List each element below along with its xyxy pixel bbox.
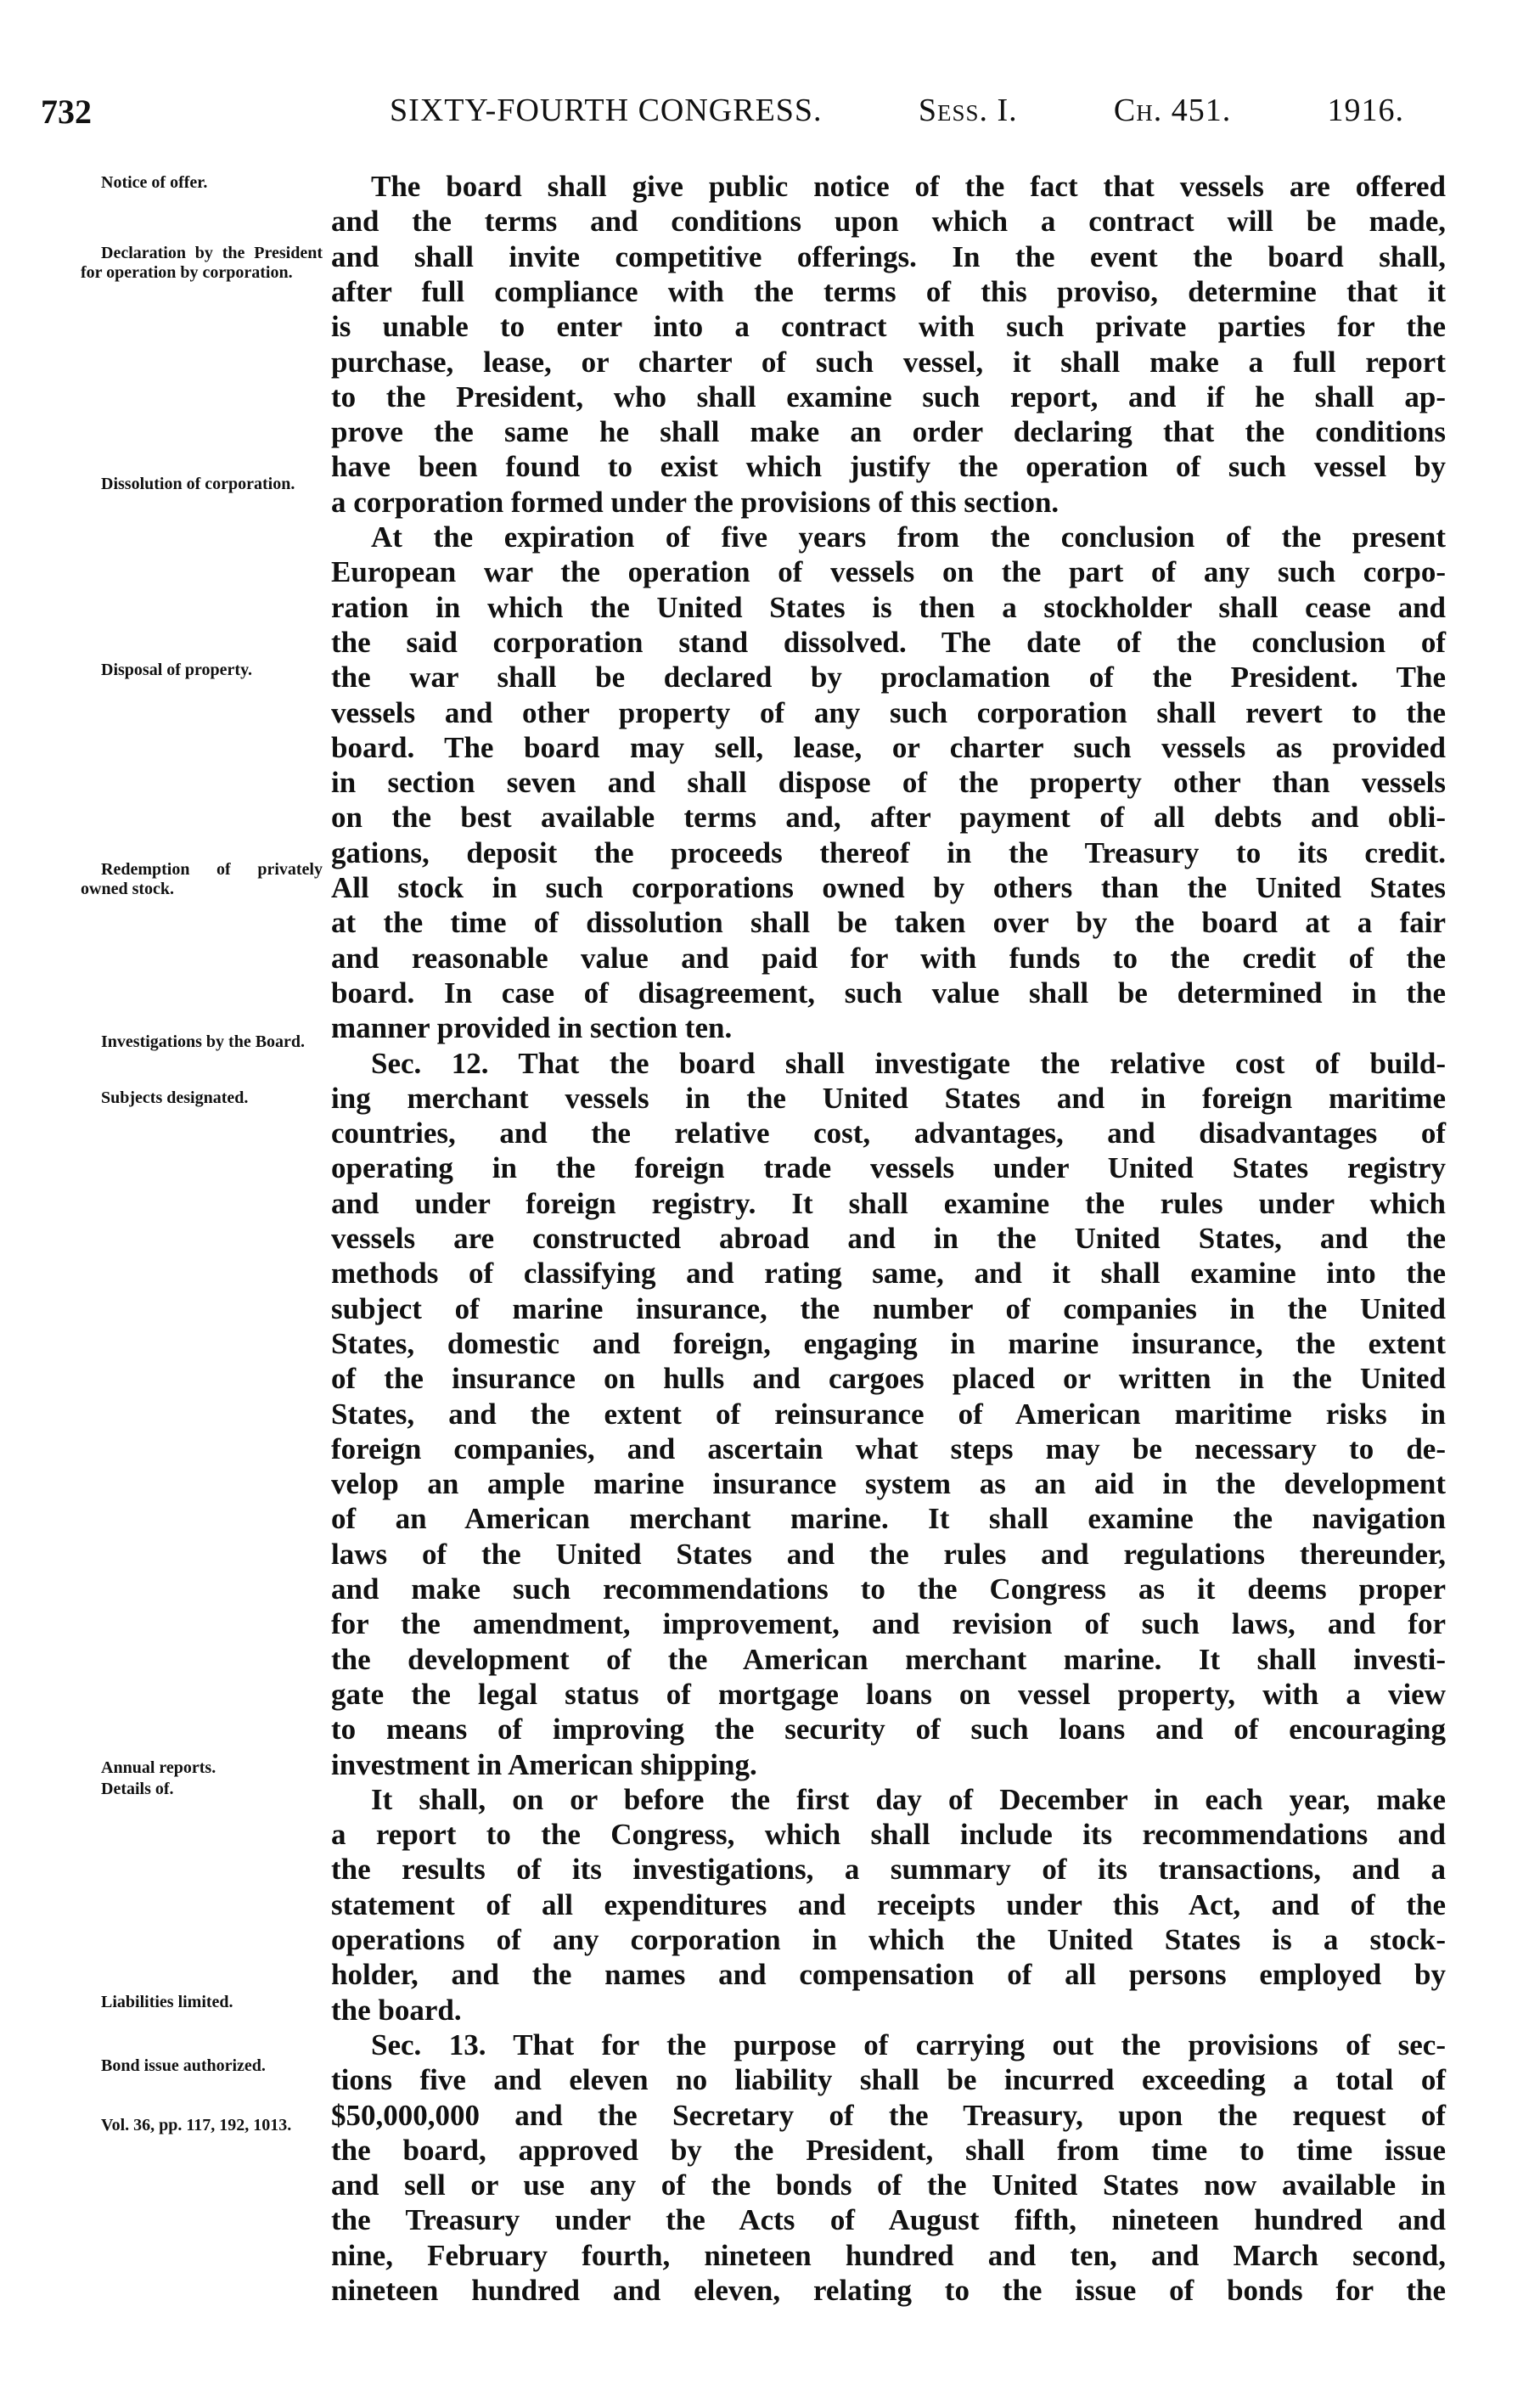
text-line: the development of the American merchant marine. It shall investi-: [331, 1642, 1446, 1676]
text-line: for the amendment, improvement, and revision of such laws, and for: [331, 1607, 1446, 1641]
margin-note: Redemption of privately owned stock.: [81, 860, 323, 899]
text-line: investment in American shipping.: [331, 1747, 757, 1781]
text-line: board. The board may sell, lease, or charter such vessels as provided: [331, 730, 1446, 764]
margin-note: Disposal of property.: [101, 661, 252, 680]
page-number: 732: [41, 93, 92, 131]
text-line: Sec. 12. That the board shall investigate the relative cost of build-: [371, 1046, 1446, 1080]
text-line: countries, and the relative cost, advantages, and disadvantages of: [331, 1116, 1446, 1150]
text-line: At the expiration of five years from the conclusion of the present: [371, 520, 1446, 554]
text-line: laws of the United States and the rules and regulations thereunder,: [331, 1537, 1446, 1571]
text-line: operating in the foreign trade vessels under United States registry: [331, 1151, 1446, 1185]
text-line: and reasonable value and paid for with funds to the credit of the: [331, 941, 1446, 975]
margin-note: Annual reports.: [101, 1758, 216, 1777]
text-line: $50,000,000 and the Secretary of the Treasury, upon the request of: [331, 2098, 1446, 2132]
margin-note: Notice of offer.: [101, 173, 208, 192]
margin-note: Details of.: [101, 1779, 174, 1798]
text-line: to the President, who shall examine such report, and if he shall ap-: [331, 380, 1446, 413]
text-line: the results of its investigations, a summary of its transactions, and a: [331, 1853, 1446, 1887]
text-line: and make such recommendations to the Congress as it deems proper: [331, 1572, 1446, 1606]
text-line: nineteen hundred and eleven, relating to the issue of bonds for the: [331, 2274, 1446, 2307]
text-line: prove the same he shall make an order declaring that the conditions: [331, 415, 1446, 449]
text-line: the war shall be declared by proclamation of the President. The: [331, 661, 1446, 695]
text-line: of the insurance on hulls and cargoes placed or written in the United: [331, 1362, 1446, 1396]
text-line: a corporation formed under the provisions of this section.: [331, 485, 1059, 519]
text-line: subject of marine insurance, the number of companies in the United: [331, 1291, 1446, 1325]
text-line: purchase, lease, or charter of such vessel, it shall make a full report: [331, 345, 1446, 379]
text-line: All stock in such corporations owned by others than the United States: [331, 871, 1446, 904]
text-line: in section seven and shall dispose of the property other than vessels: [331, 766, 1446, 800]
text-line: States, and the extent of reinsurance of American maritime risks in: [331, 1397, 1446, 1431]
margin-note: Subjects designated.: [101, 1088, 249, 1107]
text-line: the said corporation stand dissolved. The date of the conclusion of: [331, 625, 1446, 659]
text-line: to means of improving the security of such loans and of encouraging: [331, 1713, 1446, 1746]
text-line: on the best available terms and, after payment of all debts and obli-: [331, 801, 1446, 835]
text-line: after full compliance with the terms of this proviso, determine that it: [331, 274, 1446, 308]
text-line: board. In case of disagreement, such value shall be determined in the: [331, 976, 1446, 1010]
text-line: It shall, on or before the first day of December in each year, make: [371, 1782, 1446, 1816]
text-line: the Treasury under the Acts of August fifth, nineteen hundred and: [331, 2203, 1446, 2237]
text-line: manner provided in section ten.: [331, 1011, 733, 1045]
margin-note: Bond issue authorized.: [101, 2056, 266, 2075]
text-line: gations, deposit the proceeds thereof in the Treasury to its credit.: [331, 835, 1446, 869]
text-line: velop an ample marine insurance system as an aid in the development: [331, 1467, 1446, 1501]
text-line: foreign companies, and ascertain what steps may be necessary to de-: [331, 1431, 1446, 1465]
text-line: methods of classifying and rating same, and it shall examine into the: [331, 1257, 1446, 1291]
text-line: operations of any corporation in which the United States is a stock-: [331, 1923, 1446, 1956]
text-line: at the time of dissolution shall be taken over by the board at a fair: [331, 906, 1446, 940]
text-line: a report to the Congress, which shall include its recommendations and: [331, 1818, 1446, 1852]
text-line: tions five and eleven no liability shall be incurred exceeding a total of: [331, 2063, 1446, 2097]
margin-note: Declaration by the President for operation by corporation.: [81, 243, 323, 282]
text-line: ing merchant vessels in the United States and in foreign maritime: [331, 1081, 1446, 1115]
margin-note: Vol. 36, pp. 117, 192, 1013.: [101, 2116, 292, 2135]
text-line: the board, approved by the President, shall from time to time issue: [331, 2133, 1446, 2167]
text-line: have been found to exist which justify the operation of such vessel by: [331, 450, 1446, 484]
text-line: nine, February fourth, nineteen hundred and ten, and March second,: [331, 2238, 1446, 2272]
text-line: is unable to enter into a contract with such private parties for the: [331, 310, 1446, 344]
text-line: and shall invite competitive offerings. In the event the board shall,: [331, 239, 1446, 273]
text-line: gate the legal status of mortgage loans on vessel property, with a view: [331, 1677, 1446, 1711]
text-line: The board shall give public notice of the fact that vessels are offered: [371, 170, 1446, 203]
text-line: vessels are constructed abroad and in the United States, and the: [331, 1222, 1446, 1255]
text-line: of an American merchant marine. It shall examine the navigation: [331, 1502, 1446, 1536]
text-line: Sec. 13. That for the purpose of carrying out the provisions of sec-: [371, 2028, 1446, 2061]
running-head-session: Sess. I.: [918, 93, 1018, 128]
text-line: ration in which the United States is then a stockholder shall cease and: [331, 590, 1446, 624]
margin-note: Liabilities limited.: [101, 1993, 233, 2012]
running-head-year: 1916.: [1327, 93, 1404, 128]
margin-note: Investigations by the Board.: [101, 1032, 306, 1051]
text-line: and under foreign registry. It shall examine the rules under which: [331, 1186, 1446, 1220]
text-line: statement of all expenditures and receipts under this Act, and of the: [331, 1887, 1446, 1921]
text-line: and sell or use any of the bonds of the United States now available in: [331, 2168, 1446, 2202]
text-line: holder, and the names and compensation of all persons employed by: [331, 1958, 1446, 1992]
running-head: [390, 92, 1404, 129]
text-line: and the terms and conditions upon which a contract will be made,: [331, 205, 1446, 239]
text-line: vessels and other property of any such corporation shall revert to the: [331, 695, 1446, 729]
text-line: the board.: [331, 1993, 462, 2027]
text-line: European war the operation of vessels on the part of any such corpo-: [331, 555, 1446, 589]
running-head-title: SIXTY-FOURTH CONGRESS.: [390, 93, 823, 128]
running-head-chapter: Ch. 451.: [1113, 93, 1232, 128]
text-line: States, domestic and foreign, engaging in marine insurance, the extent: [331, 1326, 1446, 1360]
margin-note: Dissolution of corporation.: [101, 475, 295, 494]
